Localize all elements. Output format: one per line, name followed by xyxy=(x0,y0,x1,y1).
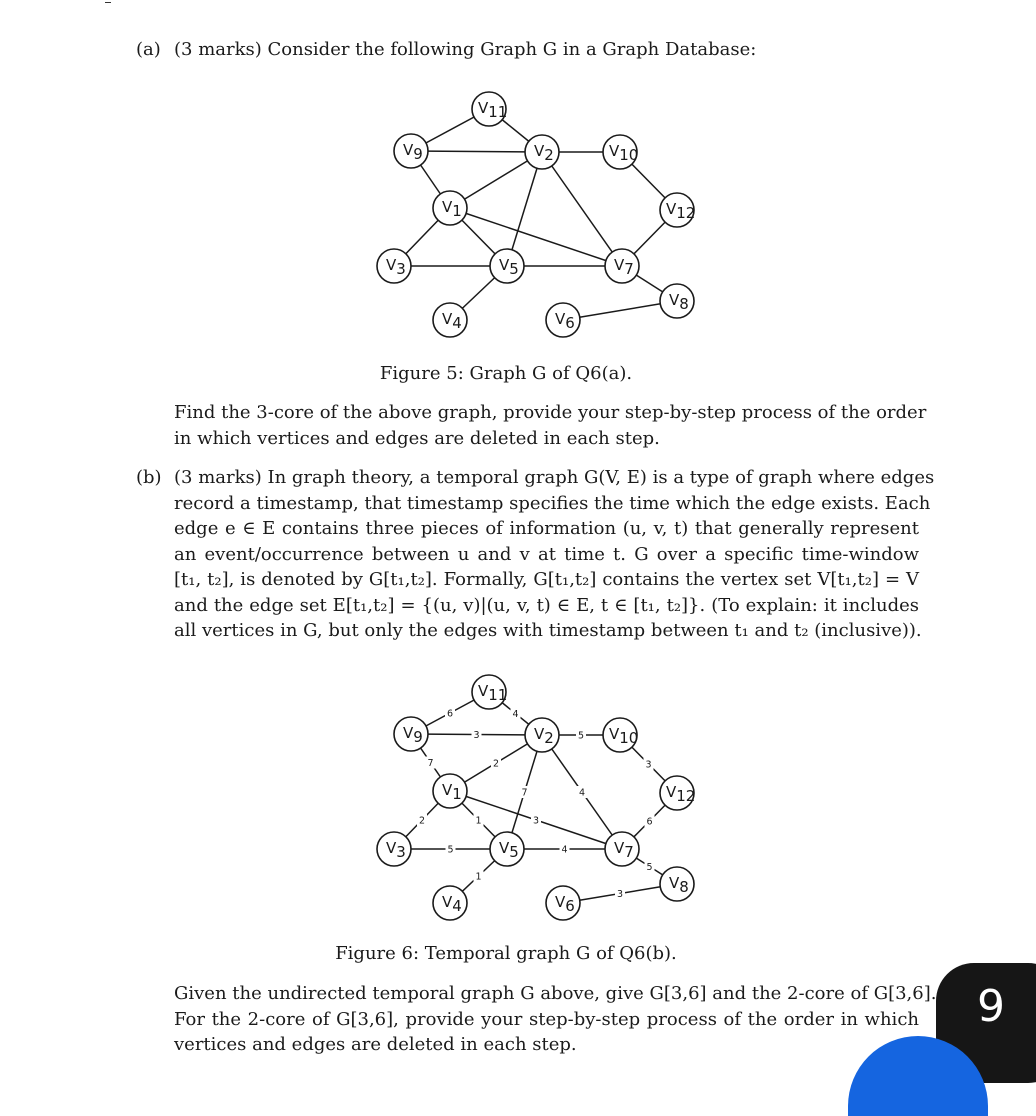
part-b-line: and the edge set E[t₁,t₂] = {(u, v)|(u, v, t) ∈ E, t ∈ [t₁, t₂]}. (To explain: it includes xyxy=(174,594,919,616)
edge-weight-label xyxy=(491,757,501,770)
svg-text:V3: V3 xyxy=(386,256,406,278)
svg-text:V12: V12 xyxy=(666,200,696,222)
svg-text:3: 3 xyxy=(645,759,652,771)
graph-node-v7 xyxy=(605,249,639,283)
graph-node-v9 xyxy=(394,134,428,168)
edge-weight-label xyxy=(645,815,655,828)
edge-weight-label xyxy=(615,888,625,901)
svg-text:V5: V5 xyxy=(499,256,519,278)
svg-text:V5: V5 xyxy=(499,839,519,861)
graph-node-v7 xyxy=(605,832,639,866)
part-b-question xyxy=(174,981,937,1058)
graph-node-v6 xyxy=(546,303,580,337)
figure-6-caption: Figure 6: Temporal graph G of Q6(b). xyxy=(335,943,677,964)
edge-weight-label xyxy=(577,786,587,799)
svg-text:5: 5 xyxy=(447,844,454,856)
graph-node-v2 xyxy=(525,718,559,752)
svg-text:V4: V4 xyxy=(442,893,462,915)
svg-text:3: 3 xyxy=(532,815,540,827)
page-number: 9 xyxy=(977,981,1005,1032)
svg-text:V11: V11 xyxy=(478,99,508,121)
part-b-line: [t₁, t₂], is denoted by G[t₁,t₂]. Formally, G[t₁,t₂] contains the vertex set V[t₁,t₂] = V xyxy=(174,569,919,590)
graph-node-v12 xyxy=(660,193,695,227)
graph-node-v10 xyxy=(603,135,638,169)
svg-text:1: 1 xyxy=(475,871,482,883)
svg-text:V7: V7 xyxy=(614,839,634,861)
top-clipped-bracket xyxy=(800,0,900,2)
svg-text:4: 4 xyxy=(512,709,519,720)
svg-text:V6: V6 xyxy=(555,893,575,915)
svg-text:5: 5 xyxy=(577,730,585,742)
svg-text:4: 4 xyxy=(578,787,586,799)
graph-node-v4 xyxy=(433,886,467,920)
figure-5-caption: Figure 5: Graph G of Q6(a). xyxy=(379,363,633,384)
edge-v2-v7 xyxy=(542,152,622,266)
graph-node-v1 xyxy=(433,191,467,225)
graph-node-v1 xyxy=(433,774,467,808)
part-a-question xyxy=(174,400,927,451)
graph-node-v10 xyxy=(603,718,638,752)
edge-weight-label xyxy=(426,757,436,770)
svg-text:V2: V2 xyxy=(534,142,554,164)
edge-weight-label xyxy=(417,814,427,827)
graph-node-v5 xyxy=(490,249,524,283)
svg-text:V7: V7 xyxy=(614,256,634,278)
graph-figure-6 xyxy=(0,664,1036,944)
part-a-question-line: in which vertices and edges are deleted in each step. xyxy=(174,427,660,449)
graph-node-v3 xyxy=(377,832,411,866)
part-b-line: edge e ∈ E contains three pieces of information (u, v, t) that generally represent xyxy=(174,518,919,539)
graph-node-v5 xyxy=(490,832,524,866)
part-b-line: (3 marks) In graph theory, a temporal graph G(V, E) is a type of graph where edges xyxy=(174,467,935,488)
svg-text:3: 3 xyxy=(616,889,624,900)
graph-node-v9 xyxy=(394,717,428,751)
svg-text:7: 7 xyxy=(427,758,434,769)
part-b-question-line: Given the undirected temporal graph G above, give G[3,6] and the 2-core of G[3,6]. xyxy=(174,983,937,1004)
part-b-question-line: vertices and edges are deleted in each step. xyxy=(174,1034,577,1055)
svg-text:2: 2 xyxy=(418,815,426,827)
svg-text:1: 1 xyxy=(475,815,482,827)
svg-text:6: 6 xyxy=(446,708,454,720)
part-b-question-line: For the 2-core of G[3,6], provide your step-by-step process of the order in which xyxy=(174,1008,919,1030)
svg-text:V12: V12 xyxy=(666,783,696,805)
edge-v1-v7 xyxy=(450,208,622,266)
edge-weight-label xyxy=(520,786,530,799)
svg-text:V11: V11 xyxy=(478,682,508,704)
svg-text:3: 3 xyxy=(473,730,480,741)
svg-text:V10: V10 xyxy=(609,725,639,747)
part-a-question-line: Find the 3-core of the above graph, provide your step-by-step process of the order xyxy=(174,402,927,423)
svg-text:V9: V9 xyxy=(403,724,423,746)
svg-text:7: 7 xyxy=(521,787,528,799)
svg-text:V8: V8 xyxy=(669,874,689,896)
graph-node-v8 xyxy=(660,867,694,901)
svg-text:2: 2 xyxy=(492,758,500,770)
edge-weight-label xyxy=(644,758,654,771)
part-a-label: (a) xyxy=(136,39,161,60)
edge-weight-label xyxy=(576,729,586,742)
graph-node-v2 xyxy=(525,135,559,169)
svg-text:V4: V4 xyxy=(442,310,462,332)
svg-text:V2: V2 xyxy=(534,725,554,747)
edge-v2-v5 xyxy=(507,152,542,266)
graph-node-v6 xyxy=(546,886,580,920)
edge-weight-label xyxy=(511,708,521,721)
svg-text:4: 4 xyxy=(561,844,568,856)
graph-node-v11 xyxy=(472,92,507,126)
edge-weight-label xyxy=(474,814,484,827)
edge-weight-label xyxy=(645,861,655,874)
top-clipped-rule xyxy=(105,0,111,3)
graph-node-v11 xyxy=(472,675,507,709)
graph-node-v12 xyxy=(660,776,695,810)
graph-node-v8 xyxy=(660,284,694,318)
graph-node-v4 xyxy=(433,303,467,337)
svg-text:6: 6 xyxy=(646,816,653,828)
edge-weight-label xyxy=(472,729,482,742)
part-a-heading: (3 marks) Consider the following Graph G in a Graph Database: xyxy=(174,39,757,60)
svg-text:5: 5 xyxy=(646,862,653,873)
svg-text:V10: V10 xyxy=(609,142,639,164)
svg-text:V8: V8 xyxy=(669,291,689,313)
edge-weight-label xyxy=(531,814,541,827)
svg-text:V3: V3 xyxy=(386,839,406,861)
graph-node-v3 xyxy=(377,249,411,283)
part-b-label: (b) xyxy=(136,467,162,488)
part-b-line: record a timestamp, that timestamp specifies the time which the edge exists. Each xyxy=(174,492,931,514)
edge-weight-label xyxy=(560,843,570,856)
svg-text:V1: V1 xyxy=(442,781,462,803)
edge-weight-label xyxy=(474,870,484,883)
part-b-line: an event/occurrence between u and v at time t. G over a specific time-window xyxy=(174,543,919,565)
edge-v9-v2 xyxy=(411,151,542,152)
svg-text:V9: V9 xyxy=(403,141,423,163)
edge-weight-label xyxy=(445,707,455,720)
svg-text:V1: V1 xyxy=(442,198,462,220)
part-b-text xyxy=(174,465,935,644)
svg-text:V6: V6 xyxy=(555,310,575,332)
edge-weight-label xyxy=(446,843,456,856)
part-b-line: all vertices in G, but only the edges with timestamp between t₁ and t₂ (inclusive)). xyxy=(174,620,922,641)
